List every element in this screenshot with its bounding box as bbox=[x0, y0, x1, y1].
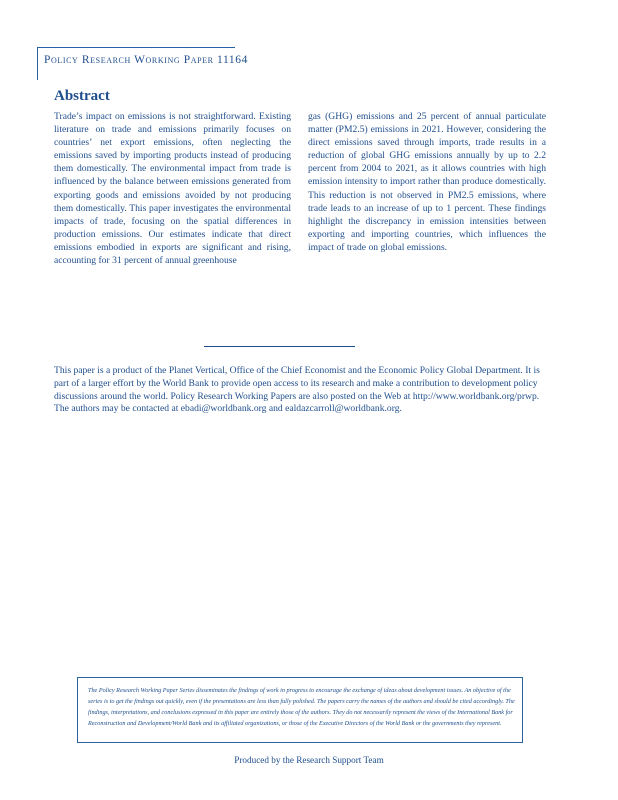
footer-credit: Produced by the Research Support Team bbox=[234, 755, 384, 765]
disclaimer-text: The Policy Research Working Paper Series disseminates the findings of work in progress to encourage the exchange of ideas about development issues. An objective of the series is to get the findings out quickly, even if the presentations are less than fully polished. The papers carry the names of the authors and should be cited accordingly. The findings, interpretations, and conclusions expressed in this paper are entirely those of the authors. They do not necessarily represent the views of the International Bank for Reconstruction and Development/World Bank and its affiliated organizations, or those of the Executive Directors of the World Bank or the governments they represent. bbox=[88, 687, 515, 727]
abstract-column-right: gas (GHG) emissions and 25 percent of annual particulate matter (PM2.5) emissions in 2021. However, considering the direct emissions saved through imports, trade results in a reduction of global GHG emissions annually by up to 2.2 percent from 2004 to 2021, as it allows countries with high emission intensity to import rather than produce domestically. This reduction is not observed in PM2.5 emissions, where trade leads to an increase of up to 1 percent. These findings highlight the discrepancy in emission intensities between exporting and importing countries, which influences the impact of trade on global emissions. bbox=[308, 111, 546, 253]
abstract-column-left: Trade’s impact on emissions is not straightforward. Existing literature on trade and emissions primarily focuses on countries’ net export emissions, often neglecting the emissions saved by importing products instead of producing them domestically. The environmental impact from trade is influenced by the balance between emissions generated from exporting goods and emissions avoided by not producing them domestically. This paper investigates the environmental impacts of trade, focusing on the spatial differences in production emissions. Our estimates indicate that direct emissions embodied in exports are significant and rising, accounting for 31 percent of annual greenhouse bbox=[54, 111, 291, 267]
abstract-heading: Abstract bbox=[54, 88, 110, 104]
series-title: Policy Research Working Paper 11164 bbox=[44, 54, 248, 66]
section-divider bbox=[204, 346, 355, 347]
paper-info-paragraph: This paper is a product of the Planet Vertical, Office of the Chief Economist and the Economic Policy Global Department. It is part of a larger effort by the World Bank to provide open access to its research and make a contribution to development policy discussions around the world. Policy Research Working Papers are also posted on the Web at http://www.worldbank.org/prwp. The authors may be contacted at ebadi@worldbank.org and ealdazcarroll@worldbank.org. bbox=[54, 365, 540, 415]
